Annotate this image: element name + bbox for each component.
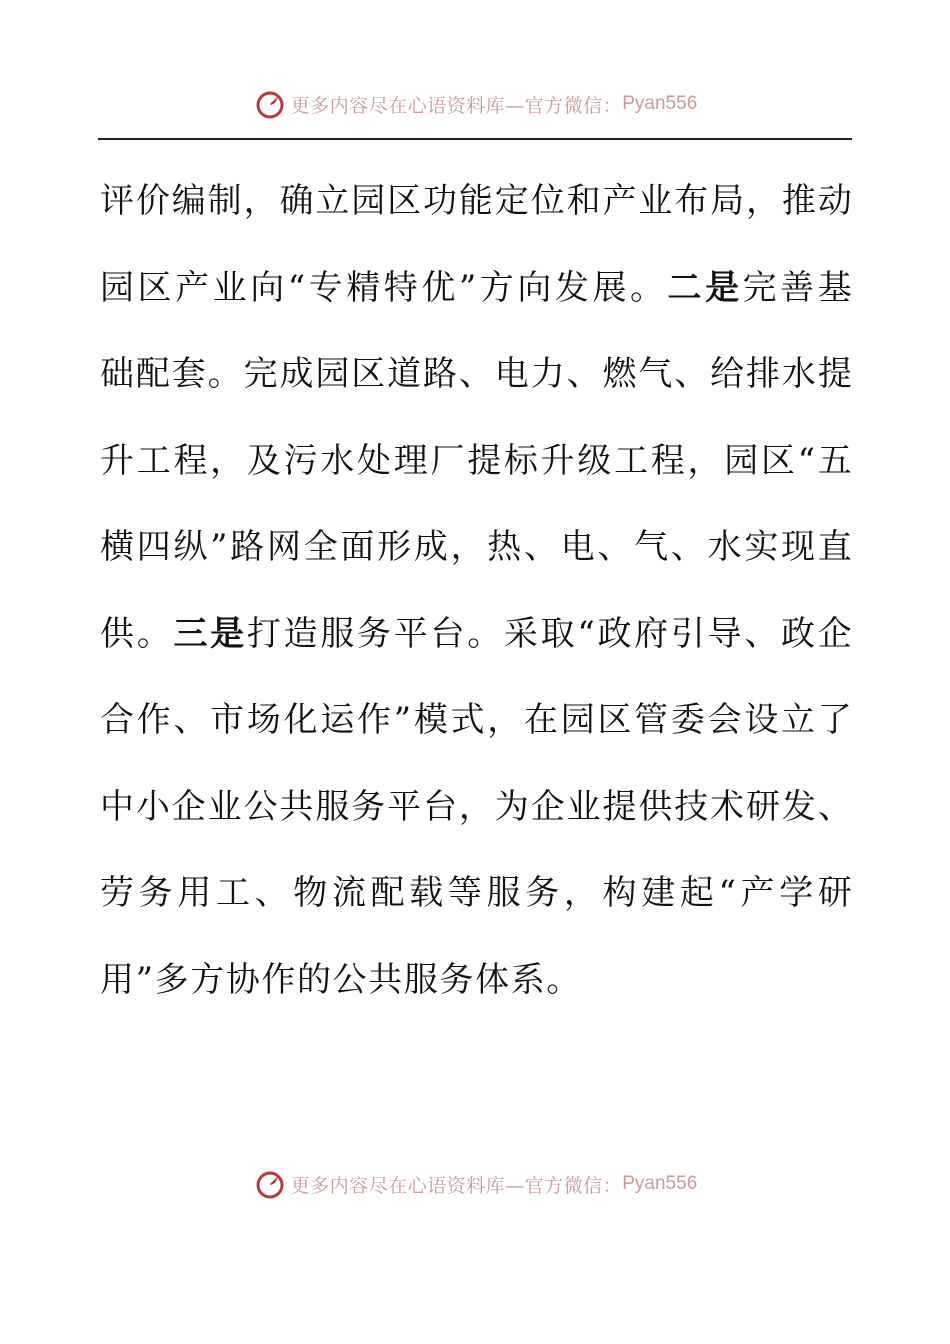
text-line: 园 区 产 业 向 “ 专 精 特 优 ” 方 向 发 展 。 二 是 完 善 基 xyxy=(100,267,852,308)
text-line: 横 四 纵 ” 路 网 全 面 形 成 ， 热 、 电 、 气 、 水 实 现 直 xyxy=(100,527,852,567)
text-line: 用 ” 多 方 协 作 的 公 共 服 务 体 系 。 xyxy=(100,959,582,1000)
header-banner xyxy=(0,84,950,124)
text-line: 劳 务 用 工 、 物 流 配 载 等 服 务 ， 构 建 起 “ 产 学 研 xyxy=(100,873,852,913)
footer-banner xyxy=(0,1164,950,1204)
body-paragraph xyxy=(100,158,852,1023)
header-banner-text: 更多内容尽在心语资料库—官方微信： xyxy=(290,94,623,117)
footer-banner-text: 更多内容尽在心语资料库—官方微信： xyxy=(290,1174,623,1197)
text-line: 供 。 三 是 打 造 服 务 平 台 。 采 取 “ 政 府 引 导 、 政 企 xyxy=(100,613,852,654)
text-line: 升 工 程 ， 及 污 水 处 理 厂 提 标 升 级 工 程 ， 园 区 “ 五 xyxy=(100,440,852,481)
header-divider xyxy=(98,138,852,140)
quill-logo-icon xyxy=(253,1167,287,1201)
quill-logo-icon xyxy=(253,87,287,121)
footer-banner-wechat-id: Pyan556 xyxy=(622,1173,698,1194)
text-line: 合 作 、 市 场 化 运 作 ” 模 式 ， 在 园 区 管 委 会 设 立 了 xyxy=(100,700,852,740)
header-banner-wechat-id: Pyan556 xyxy=(622,93,698,114)
text-line: 中 小 企 业 公 共 服 务 平 台 ， 为 企 业 提 供 技 术 研 发 、 xyxy=(100,786,852,827)
text-line: 础 配 套 。 完 成 园 区 道 路 、 电 力 、 燃 气 、 给 排 水 提 xyxy=(100,354,852,394)
text-line: 评 价 编 制 ， 确 立 园 区 功 能 定 位 和 产 业 布 局 ， 推 动 xyxy=(100,181,852,221)
